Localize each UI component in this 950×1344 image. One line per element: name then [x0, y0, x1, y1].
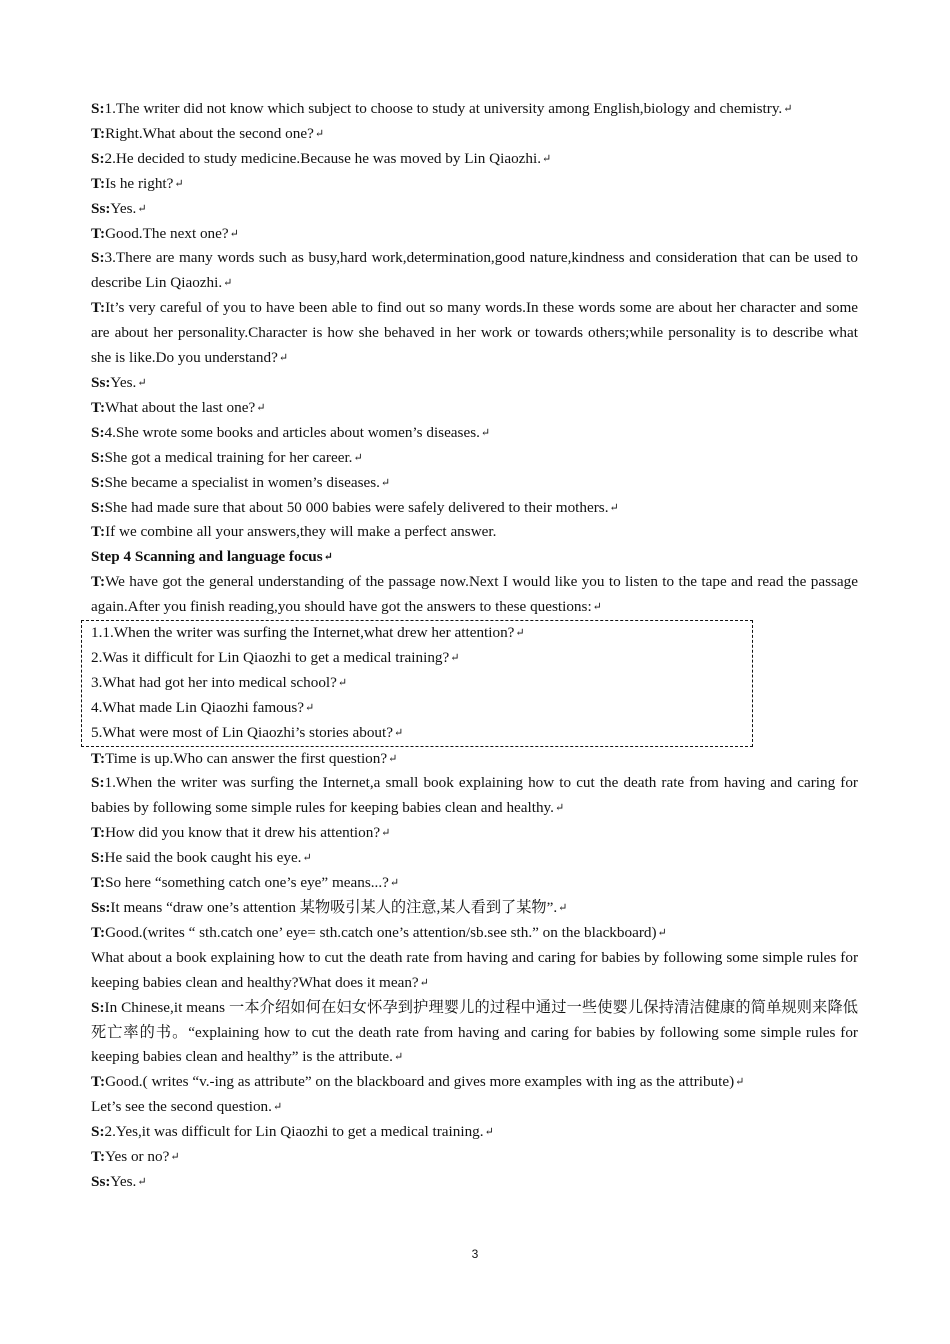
- line-text: If we combine all your answers,they will make a perfect answer.: [105, 523, 497, 541]
- speaker-label: S:: [91, 249, 105, 267]
- speaker-label: S:: [91, 149, 105, 167]
- question-text: 3.What had got her into medical school?: [91, 673, 337, 691]
- dialogue-line: [91, 946, 858, 996]
- dialogue-line: [91, 147, 858, 172]
- dialogue-line: [91, 371, 858, 396]
- speaker-label: S:: [91, 998, 105, 1016]
- question-item: [91, 696, 752, 721]
- paragraph-mark-icon: ↵: [389, 877, 400, 890]
- speaker-label: T:: [91, 124, 106, 142]
- speaker-label: S:: [91, 849, 105, 867]
- paragraph-mark-icon: ↵: [304, 701, 315, 714]
- dialogue-line: [91, 296, 858, 371]
- dialogue-line: [91, 446, 858, 471]
- speaker-label: T:: [91, 224, 106, 242]
- question-item: [91, 621, 752, 646]
- paragraph-mark-icon: ↵: [558, 902, 568, 914]
- line-text: 2.Yes,it was difficult for Lin Qiaozhi to get a medical training.: [104, 1123, 484, 1141]
- paragraph-mark-icon: ↵: [380, 476, 391, 489]
- paragraph-mark-icon: ↵: [323, 551, 333, 564]
- paragraph-mark-icon: ↵: [554, 802, 565, 815]
- line-text: In Chinese,it means 一本介绍如何在妇女怀孕到护理婴儿的过程中通过一些使婴儿保持清洁健康的简单规则来降低死亡率的书。“explaining how to cut the death rate from having and caring for babies by following some simple rules for keeping babies clean and healthy” is the attribute.: [91, 998, 858, 1066]
- dialogue-line: [91, 1070, 858, 1095]
- paragraph-mark-icon: ↵: [480, 426, 491, 439]
- line-text: Good.The next one?: [105, 224, 229, 242]
- line-text: What about the last one?: [105, 398, 256, 416]
- paragraph-mark-icon: ↵: [256, 401, 266, 414]
- dialogue-line: [91, 197, 858, 222]
- line-text: It means “draw one’s attention 某物吸引某人的注意,某人看到了某物”.: [110, 899, 558, 916]
- question-text: 4.What made Lin Qiaozhi famous?: [91, 698, 304, 716]
- paragraph-mark-icon: ↵: [592, 601, 602, 614]
- line-text: What about a book explaining how to cut the death rate from having and caring for babies by following some simple rules for keeping babies clean and healthy?What does it mean?: [91, 948, 858, 991]
- line-text: She became a specialist in women’s diseases.: [104, 473, 380, 491]
- dialogue-line: [91, 1145, 858, 1170]
- speaker-label: S:: [91, 100, 105, 117]
- paragraph-mark-icon: ↵: [484, 1126, 494, 1139]
- paragraph-mark-icon: ↵: [609, 501, 619, 514]
- line-text: She got a medical training for her career.: [104, 448, 353, 466]
- paragraph-mark-icon: ↵: [735, 1076, 745, 1089]
- questions-box: [81, 620, 753, 747]
- line-text: 1.The writer did not know which subject to choose to study at university among English,biology and chemistry.: [104, 100, 783, 117]
- dialogue-line: [91, 1095, 858, 1120]
- paragraph-mark-icon: ↵: [393, 1051, 404, 1064]
- paragraph-mark-icon: ↵: [223, 277, 233, 290]
- line-text: Is he right?: [105, 174, 174, 192]
- paragraph-mark-icon: ↵: [419, 976, 429, 989]
- paragraph-mark-icon: ↵: [388, 752, 398, 765]
- paragraph-mark-icon: ↵: [542, 152, 552, 165]
- paragraph-mark-icon: ↵: [170, 1151, 180, 1164]
- speaker-label: T:: [91, 573, 106, 591]
- dialogue-line: [91, 97, 858, 122]
- speaker-label: S:: [91, 774, 105, 792]
- paragraph-mark-icon: ↵: [783, 103, 793, 115]
- question-text: 2.Was it difficult for Lin Qiaozhi to get a medical training?: [91, 648, 450, 666]
- dialogue-line: [91, 545, 858, 570]
- speaker-label: Ss:: [91, 373, 111, 391]
- paragraph-mark-icon: ↵: [337, 676, 348, 689]
- dialogue-line: [91, 846, 858, 871]
- speaker-label: Ss:: [91, 199, 111, 217]
- paragraph-mark-icon: ↵: [657, 926, 667, 939]
- dialogue-line: [91, 747, 858, 772]
- speaker-label: S:: [91, 448, 105, 466]
- speaker-label: T:: [91, 749, 106, 767]
- speaker-label: T:: [91, 1073, 106, 1091]
- paragraph-mark-icon: ↵: [137, 202, 147, 215]
- line-text: 3.There are many words such as busy,hard work,determination,good nature,kindness and consideration that can be used to describe Lin Qiaozhi.: [91, 249, 858, 292]
- page-number: 3: [471, 1247, 479, 1261]
- paragraph-mark-icon: ↵: [314, 127, 325, 140]
- dialogue-line: [91, 1170, 858, 1195]
- line-text: Time is up.Who can answer the first question?: [105, 749, 388, 767]
- line-text: 1.When the writer was surfing the Internet,a small book explaining how to cut the death rate from having and caring for babies by following some simple rules for keeping babies clean and healthy.: [91, 774, 858, 817]
- paragraph-mark-icon: ↵: [515, 627, 525, 640]
- speaker-label: T:: [91, 398, 106, 416]
- paragraph-mark-icon: ↵: [137, 1175, 147, 1188]
- paragraph-mark-icon: ↵: [174, 177, 184, 190]
- paragraph-mark-icon: ↵: [381, 827, 391, 840]
- paragraph-mark-icon: ↵: [278, 352, 289, 365]
- dialogue-line: [91, 1120, 858, 1145]
- line-text: Yes.: [110, 199, 137, 217]
- dialogue-part-2: [91, 747, 858, 1195]
- paragraph-mark-icon: ↵: [272, 1101, 283, 1114]
- paragraph-mark-icon: ↵: [302, 852, 312, 865]
- dialogue-line: [91, 421, 858, 446]
- dialogue-line: [91, 896, 858, 921]
- dialogue-line: [91, 246, 858, 296]
- speaker-label: T:: [91, 874, 106, 892]
- question-item: [91, 671, 752, 696]
- dialogue-line: [91, 222, 858, 247]
- speaker-label: T:: [91, 174, 106, 192]
- line-text: So here “something catch one’s eye” means...?: [105, 874, 389, 892]
- paragraph-mark-icon: ↵: [393, 726, 404, 739]
- speaker-label: T:: [91, 299, 106, 317]
- section-heading: Step 4 Scanning and language focus: [91, 548, 323, 566]
- line-text: 2.He decided to study medicine.Because he was moved by Lin Qiaozhi.: [104, 149, 542, 167]
- speaker-label: S:: [91, 423, 105, 441]
- question-text: 1.1.When the writer was surfing the Internet,what drew her attention?: [91, 624, 515, 642]
- paragraph-mark-icon: ↵: [353, 451, 363, 464]
- question-item: [91, 646, 752, 671]
- speaker-label: T:: [91, 824, 106, 842]
- line-text: She had made sure that about 50 000 babies were safely delivered to their mothers.: [104, 498, 609, 516]
- dialogue-line: [91, 570, 858, 620]
- document-body: [91, 97, 858, 1195]
- question-text: 5.What were most of Lin Qiaozhi’s stories about?: [91, 723, 393, 741]
- line-text: We have got the general understanding of the passage now.Next I would like you to listen to the tape and read the passage again.After you finish reading,you should have got the answers to these questions:: [91, 573, 858, 616]
- dialogue-line: [91, 871, 858, 896]
- dialogue-line: [91, 996, 858, 1071]
- dialogue-line: [91, 821, 858, 846]
- dialogue-line: [91, 172, 858, 197]
- line-text: He said the book caught his eye.: [104, 849, 302, 867]
- line-text: Good.( writes “v.-ing as attribute” on the blackboard and gives more examples with ing as the attribute): [105, 1073, 735, 1091]
- dialogue-line: [91, 122, 858, 147]
- paragraph-mark-icon: ↵: [450, 651, 460, 664]
- speaker-label: Ss:: [91, 1172, 111, 1190]
- speaker-label: Ss:: [91, 899, 111, 916]
- dialogue-line: [91, 471, 858, 496]
- speaker-label: T:: [91, 523, 106, 541]
- dialogue-line: [91, 396, 858, 421]
- dialogue-line: [91, 921, 858, 946]
- speaker-label: S:: [91, 473, 105, 491]
- line-text: It’s very careful of you to have been able to find out so many words.In these words some are about her character and some are about her personality.Character is how she behaved in her work or towards others;while personality is to describe what she is like.Do you understand?: [91, 299, 858, 367]
- line-text: Yes.: [110, 373, 137, 391]
- dialogue-line: [91, 520, 858, 545]
- dialogue-line: [91, 771, 858, 821]
- speaker-label: T:: [91, 1148, 106, 1166]
- paragraph-mark-icon: ↵: [229, 227, 239, 240]
- speaker-label: S:: [91, 498, 105, 516]
- speaker-label: S:: [91, 1123, 105, 1141]
- line-text: Yes.: [110, 1172, 137, 1190]
- dialogue-line: [91, 496, 858, 521]
- question-item: [91, 721, 752, 746]
- line-text: 4.She wrote some books and articles about women’s diseases.: [104, 423, 480, 441]
- line-text: Good.(writes “ sth.catch one’ eye= sth.catch one’s attention/sb.see sth.” on the blackboard): [105, 923, 657, 941]
- line-text: Yes or no?: [105, 1148, 170, 1166]
- line-text: How did you know that it drew his attention?: [105, 824, 381, 842]
- paragraph-mark-icon: ↵: [137, 376, 147, 389]
- speaker-label: T:: [91, 923, 106, 941]
- line-text: Right.What about the second one?: [105, 124, 314, 142]
- dialogue-part-1: [91, 97, 858, 620]
- line-text: Let’s see the second question.: [91, 1098, 272, 1116]
